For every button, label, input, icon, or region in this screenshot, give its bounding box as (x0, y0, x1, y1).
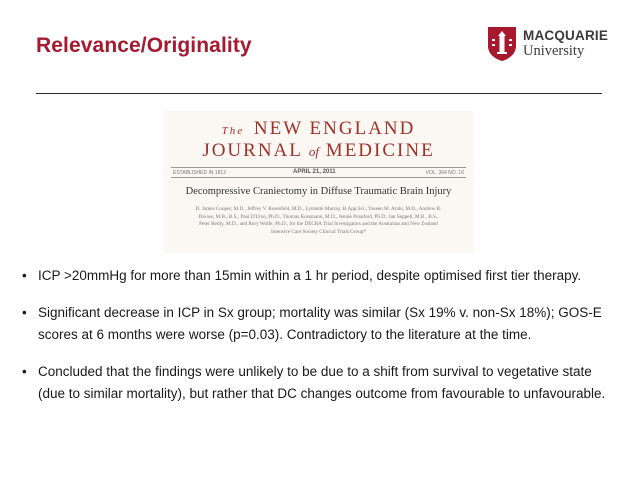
bullet-item (22, 265, 622, 287)
article-authors: D. James Cooper, M.D., Jeffrey V. Rosenfeld, M.D., Lynnette Murray, B.App.Sci., Yaseen M. Arabi, M.D., Andrew R. Davies, M.B., B.S., Paul D'Urso, Ph.D., Thomas Kossmann, M.D., Jennie Ponsford, Ph.D., Ian Seppelt, M.B., B.S., Peter Reilly, M.D., and Rory Wolfe, Ph.D., for the DECRA Trial Investigators and the Australian and New Zealand Intensive Care Society Clinical Trials Group* (195, 206, 442, 235)
journal-rule-top (171, 167, 466, 168)
macquarie-lighthouse-shield-icon (487, 26, 517, 62)
bullet-text: Significant decrease in ICP in Sx group; mortality was similar (Sx 19% v. non-Sx 18%); GOS-E scores at 6 months were worse (p=0.03). Contradictory to the literature at the time. (38, 305, 602, 342)
journal-rule-bottom (171, 177, 466, 178)
journal-date: APRIL 21, 2011 (293, 169, 336, 175)
bullet-marker: • (22, 364, 27, 379)
masthead-journal: JOURNAL (202, 140, 303, 161)
bullet-item (22, 302, 622, 346)
logo-wordmark-secondary: University (523, 42, 585, 59)
bullet-text: Concluded that the findings were unlikely to be due to a shift from survival to vegetative state (due to similar mortality), but rather that DC changes outcome from favourable to unfavourable. (38, 364, 606, 401)
masthead-the: The (221, 125, 245, 137)
article-title: Decompressive Craniectomy in Diffuse Traumatic Brain Injury (185, 186, 452, 197)
university-logo (487, 26, 609, 66)
journal-established: ESTABLISHED IN 1812 (173, 170, 226, 176)
masthead-medicine: MEDICINE (325, 140, 435, 161)
bullet-marker: • (22, 268, 27, 283)
journal-volume: VOL. 364 NO. 16 (425, 170, 464, 176)
journal-article-image (163, 111, 474, 253)
logo-wordmark-primary: MACQUARIE (523, 28, 609, 43)
masthead-line1: NEW ENGLAND (253, 118, 416, 139)
masthead-of: of (308, 144, 320, 159)
bullet-marker: • (22, 305, 27, 320)
bullet-text: ICP >20mmHg for more than 15min within a 1 hr period, despite optimised first tier therapy. (38, 268, 582, 283)
bullet-item (22, 361, 622, 405)
journal-masthead (173, 119, 464, 160)
slide-title: Relevance/Originality (36, 34, 252, 57)
title-divider (36, 93, 602, 94)
